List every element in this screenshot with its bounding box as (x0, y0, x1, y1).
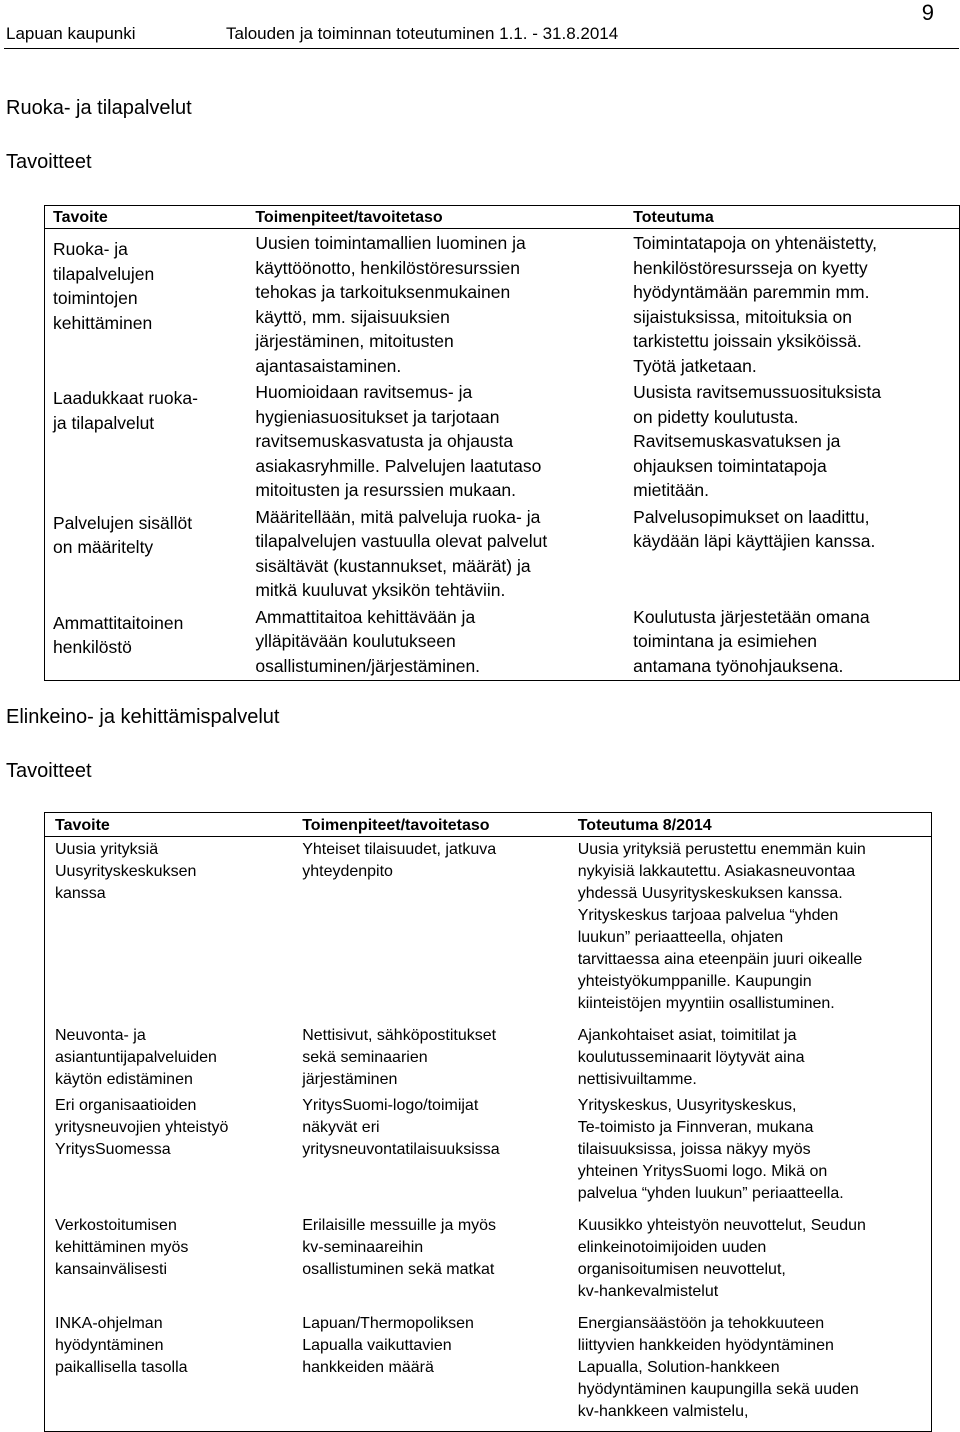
cell-text-line: ja tilapalvelut (53, 412, 155, 433)
column-header-actions: Toimenpiteet/tavoitetaso (292, 813, 567, 837)
cell-text-line: kv-seminaareihin (302, 1239, 424, 1256)
column-header-result: Toteutuma (625, 206, 959, 229)
cell-text-line: järjestäminen, mitoitusten (255, 331, 454, 351)
cell-text-line: toimintana ja esimiehen (633, 631, 818, 651)
cell-text-line: Laadukkaat ruoka- (53, 388, 198, 408)
table-row (45, 1023, 932, 1093)
cell-text-line: sijaistuksissa, mitoituksia on (633, 306, 852, 327)
table-row (45, 603, 960, 681)
cell-text-line: Lapuan/Thermopoliksen (302, 1315, 474, 1332)
cell-text-line: Uusia yrityksiä (55, 841, 159, 858)
cell-text-line: henkilöstö (53, 637, 132, 657)
result-cell (568, 1093, 932, 1213)
cell-text-line: nykyisiä lakkautettu. Asiakasneuvontaa (577, 863, 856, 880)
cell-text-line: asiantuntijapalveluiden (55, 1049, 217, 1066)
cell-text-line: INKA-ohjelman (55, 1315, 163, 1332)
cell-text-line: Uusien toimintamallien luominen ja (255, 233, 526, 253)
cell-text-line: käyttö, mm. sijaisuuksien (255, 306, 450, 327)
cell-text-line: hankkeiden määrä (302, 1359, 434, 1376)
result-cell (625, 503, 959, 603)
cell-text-line: sisältävät (kustannukset, määrät) ja (255, 555, 531, 576)
cell-text-line: Uusyrityskeskuksen (55, 863, 197, 880)
cell-text-line: sekä seminaarien (302, 1049, 428, 1066)
actions-cell (247, 603, 625, 681)
table-header-row (45, 206, 960, 229)
cell-text-line: kv-hankkeen valmistelu, (577, 1403, 749, 1420)
goal-cell (45, 837, 293, 1024)
cell-text-line: Te-toimisto ja Finnveran, mukana (577, 1119, 814, 1136)
column-header-goal: Tavoite (45, 813, 293, 837)
cell-text-line: tarkistettu joissain yksiköissä. (633, 331, 862, 351)
cell-text-line: kiinteistöjen myyntiin osallistuminen. (577, 995, 835, 1012)
actions-cell (292, 1213, 567, 1311)
table-row (45, 1213, 932, 1311)
cell-text-line: Ravitsemuskasvatuksen ja (633, 431, 841, 451)
cell-text-line: Palvelusopimukset on laadittu, (633, 506, 870, 527)
cell-text-line: Yrityskeskus tarjoaa palvelua “yhden (577, 907, 839, 924)
section2-title: Elinkeino- ja kehittämispalvelut (6, 706, 280, 728)
cell-text-line: tilapalvelujen vastuulla olevat palvelut (255, 531, 548, 551)
cell-text-line: käyttöönotto, henkilöstöresurssien (255, 257, 520, 278)
actions-cell (292, 1093, 567, 1213)
cell-text-line: Ajankohtaiset asiat, toimitilat ja (577, 1027, 797, 1044)
business-services-table (44, 812, 932, 1432)
goal-cell (45, 378, 248, 503)
table-row (45, 1093, 932, 1213)
goal-cell (45, 503, 248, 603)
actions-cell (292, 1311, 567, 1432)
table-row (45, 229, 960, 379)
cell-text-line: on määritelty (53, 537, 154, 557)
cell-text-line: mitoitusten ja resurssien mukaan. (255, 480, 517, 500)
cell-text-line: YritysSuomessa (55, 1141, 171, 1158)
cell-text-line: tilapalvelujen (53, 263, 155, 284)
cell-text-line: Lapualla vaikuttavien (302, 1337, 452, 1354)
cell-text-line: mietitään. (633, 480, 710, 500)
table-header-row (45, 813, 932, 837)
cell-text-line: näkyvät eri (302, 1119, 380, 1136)
cell-text-line: paikallisella tasolla (55, 1359, 188, 1376)
cell-text-line: ravitsemuskasvatusta ja ohjausta (255, 431, 514, 451)
section1-title: Ruoka- ja tilapalvelut (6, 97, 192, 119)
cell-text-line: mitkä kuuluvat yksikön tehtäviin. (255, 580, 506, 600)
cell-text-line: käydään läpi käyttäjien kanssa. (633, 531, 876, 551)
cell-text-line: on pidetty koulutusta. (633, 406, 799, 427)
cell-text-line: Energiansäästöön ja tehokkuuteen (577, 1315, 825, 1332)
cell-text-line: yhdessä Uusyrityskeskuksen kanssa. (577, 885, 843, 902)
cell-text-line: tehokas ja tarkoituksenmukainen (255, 282, 511, 302)
actions-cell (292, 1023, 567, 1093)
cell-text-line: Yrityskeskus, Uusyrityskeskus, (577, 1097, 797, 1114)
section1-subtitle: Tavoitteet (6, 151, 92, 173)
cell-text-line: elinkeinotoimijoiden uuden (577, 1239, 767, 1256)
goal-cell (45, 229, 248, 379)
cell-text-line: järjestäminen (302, 1071, 398, 1088)
column-header-actions: Toimenpiteet/tavoitetaso (247, 206, 625, 229)
cell-text-line: Uusista ravitsemussuosituksista (633, 382, 882, 402)
cell-text-line: Erilaisille messuille ja myös (302, 1217, 497, 1234)
page-number: 9 (921, 0, 934, 25)
goal-cell (45, 1213, 293, 1311)
cell-text-line: ylläpitävään koulutukseen (255, 631, 456, 651)
section2-subtitle: Tavoitteet (6, 760, 92, 782)
table-row (45, 503, 960, 603)
cell-text-line: nettisivuiltamme. (577, 1071, 697, 1088)
result-cell (625, 603, 959, 681)
cell-text-line: Nettisivut, sähköpostitukset (302, 1027, 497, 1044)
cell-text-line: Työtä jatketaan. (633, 355, 757, 376)
cell-text-line: yhteydenpito (302, 863, 393, 880)
cell-text-line: ohjauksen toimintatapoja (633, 455, 827, 476)
table-row (45, 378, 960, 503)
cell-text-line: hygieniasuositukset ja tarjotaan (255, 406, 500, 427)
cell-text-line: YritysSuomi-logo/toimijat (302, 1097, 479, 1114)
table-row (45, 837, 932, 1024)
cell-text-line: hyödyntämään paremmin mm. (633, 282, 870, 302)
cell-text-line: Lapualla, Solution-hankkeen (577, 1359, 780, 1376)
goal-cell (45, 1311, 293, 1432)
cell-text-line: Yhteiset tilaisuudet, jatkuva (302, 841, 497, 858)
actions-cell (292, 837, 567, 1024)
cell-text-line: koulutusseminaarit löytyvät aina (577, 1049, 805, 1066)
actions-cell (247, 229, 625, 379)
cell-text-line: tarvittaessa aina eteenpäin juuri oikealle (577, 951, 863, 968)
cell-text-line: Ammattitaitoinen (53, 612, 184, 633)
table-row (45, 1311, 932, 1432)
cell-text-line: Ammattitaitoa kehittävään ja (255, 606, 476, 627)
cell-text-line: kansainvälisesti (55, 1261, 168, 1278)
cell-text-line: Kuusikko yhteistyön neuvottelut, Seudun (577, 1217, 866, 1234)
cell-text-line: osallistuminen/järjestäminen. (255, 655, 481, 676)
cell-text-line: Toimintatapoja on yhtenäistetty, (633, 233, 878, 253)
cell-text-line: Verkostoitumisen (55, 1217, 177, 1234)
cell-text-line: yhteistyökumppanille. Kaupungin (577, 973, 812, 990)
cell-text-line: Neuvonta- ja (55, 1027, 146, 1044)
cell-text-line: Ruoka- ja (53, 239, 128, 259)
header-divider (4, 48, 959, 49)
cell-text-line: hyödyntäminen (55, 1337, 164, 1354)
cell-text-line: liittyvien hankkeiden hyödyntäminen (577, 1337, 834, 1354)
cell-text-line: yhteinen YritysSuomi logo. Mikä on (577, 1163, 828, 1180)
result-cell (568, 1023, 932, 1093)
cell-text-line: asiakasryhmille. Palvelujen laatutaso (255, 455, 542, 476)
cell-text-line: osallistuminen sekä matkat (302, 1261, 495, 1278)
cell-text-line: kv-hankevalmistelut (577, 1283, 719, 1300)
cell-text-line: Koulutusta järjestetään omana (633, 606, 870, 627)
cell-text-line: Uusia yrityksiä perustettu enemmän kuin (577, 841, 866, 858)
column-header-goal: Tavoite (45, 206, 248, 229)
result-cell (568, 837, 932, 1024)
cell-text-line: käytön edistäminen (55, 1071, 193, 1088)
cell-text-line: toimintojen (53, 288, 138, 308)
goal-cell (45, 603, 248, 681)
cell-text-line: Palvelujen sisällöt (53, 512, 193, 533)
result-cell (568, 1213, 932, 1311)
cell-text-line: hyödyntäminen kaupungilla sekä uuden (577, 1381, 859, 1398)
cell-text-line: Määritellään, mitä palveluja ruoka- ja (255, 506, 541, 527)
cell-text-line: Eri organisaatioiden (55, 1097, 197, 1114)
result-cell (625, 229, 959, 379)
cell-text-line: henkilöstöresursseja on kyetty (633, 257, 868, 278)
cell-text-line: palvelua “yhden luukun” periaatteella. (577, 1185, 844, 1202)
cell-text-line: organisoitumisen neuvottelut, (577, 1261, 786, 1278)
result-cell (625, 378, 959, 503)
cell-text-line: yritysneuvontatilaisuuksissa (302, 1141, 500, 1158)
cell-text-line: yritysneuvojien yhteistyö (55, 1119, 229, 1136)
goal-cell (45, 1093, 293, 1213)
cell-text-line: kehittäminen myös (55, 1239, 189, 1256)
cell-text-line: tilaisuuksissa, joissa näkyy myös (577, 1141, 811, 1158)
cell-text-line: ajantasaistaminen. (255, 355, 402, 376)
cell-text-line: kehittäminen (53, 312, 153, 333)
actions-cell (247, 503, 625, 603)
column-header-result: Toteutuma 8/2014 (568, 813, 932, 837)
cell-text-line: luukun” periaatteella, ohjaten (577, 929, 784, 946)
cell-text-line: kanssa (55, 885, 106, 902)
actions-cell (247, 378, 625, 503)
result-cell (568, 1311, 932, 1432)
cell-text-line: Huomioidaan ravitsemus- ja (255, 382, 473, 402)
organization-name: Lapuan kaupunki (6, 24, 136, 43)
food-services-table (44, 205, 960, 681)
document-title: Talouden ja toiminnan toteutuminen 1.1. - 31.8.2014 (226, 24, 619, 43)
cell-text-line: antamana työnohjauksena. (633, 655, 844, 676)
goal-cell (45, 1023, 293, 1093)
